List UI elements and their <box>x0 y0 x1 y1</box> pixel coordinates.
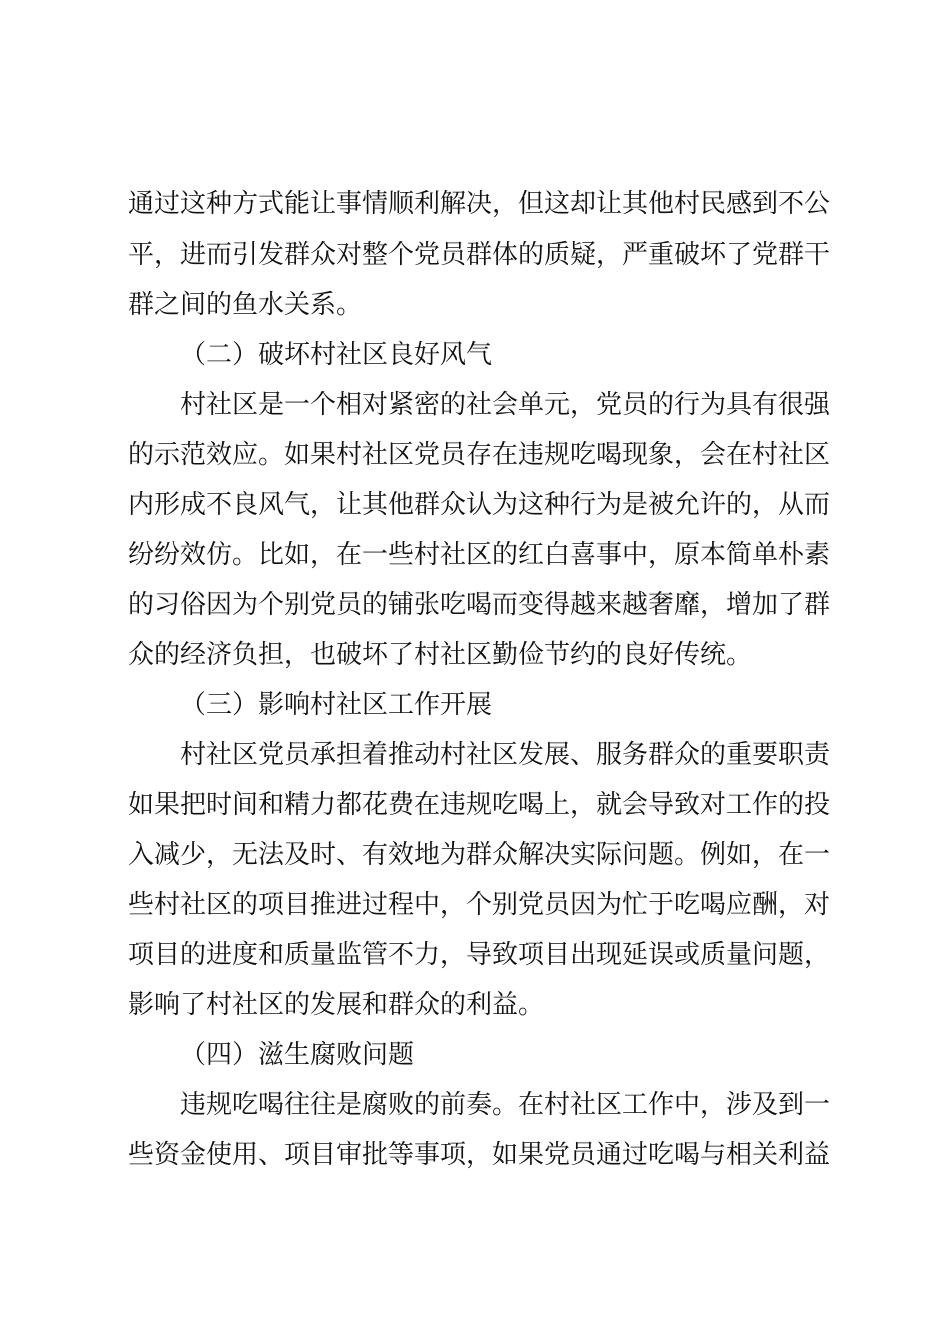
paragraph-line: 影响了村社区的发展和群众的利益。 <box>128 990 545 1020</box>
section-heading: （四）滋生腐败问题 <box>180 1040 415 1070</box>
paragraph-line: 纷纷效仿。比如，在一些村社区的红白喜事中，原本简单朴素 <box>128 540 831 570</box>
paragraph-line: 些资金使用、项目审批等事项，如果党员通过吃喝与相关利益 <box>128 1140 831 1170</box>
section-heading: （三）影响村社区工作开展 <box>180 690 493 720</box>
paragraph-line: 入减少，无法及时、有效地为群众解决实际问题。例如，在一 <box>128 840 831 870</box>
paragraph-line: 项目的进度和质量监管不力，导致项目出现延误或质量问题， <box>128 940 831 970</box>
section-heading: （二）破坏村社区良好风气 <box>180 340 493 370</box>
paragraph-line: 内形成不良风气，让其他群众认为这种行为是被允许的，从而 <box>128 490 831 520</box>
paragraph-line: 如果把时间和精力都花费在违规吃喝上，就会导致对工作的投 <box>128 790 831 820</box>
paragraph-line: 村社区是一个相对紧密的社会单元，党员的行为具有很强 <box>180 390 831 420</box>
paragraph-line: 的示范效应。如果村社区党员存在违规吃喝现象，会在村社区 <box>128 440 831 470</box>
paragraph-line: 些村社区的项目推进过程中，个别党员因为忙于吃喝应酬，对 <box>128 890 831 920</box>
paragraph-line: 众的经济负担，也破坏了村社区勤俭节约的良好传统。 <box>128 640 753 670</box>
paragraph-line: 违规吃喝往往是腐败的前奏。在村社区工作中，涉及到一 <box>180 1090 831 1120</box>
paragraph-line: 的习俗因为个别党员的铺张吃喝而变得越来越奢靡，增加了群 <box>128 590 831 620</box>
paragraph-line: 村社区党员承担着推动村社区发展、服务群众的重要职责 <box>180 740 831 770</box>
paragraph-line: 通过这种方式能让事情顺利解决，但这却让其他村民感到不公 <box>128 189 831 219</box>
paragraph-line: 平，进而引发群众对整个党员群体的质疑，严重破坏了党群干 <box>128 240 831 270</box>
paragraph-line: 群之间的鱼水关系。 <box>128 290 363 320</box>
